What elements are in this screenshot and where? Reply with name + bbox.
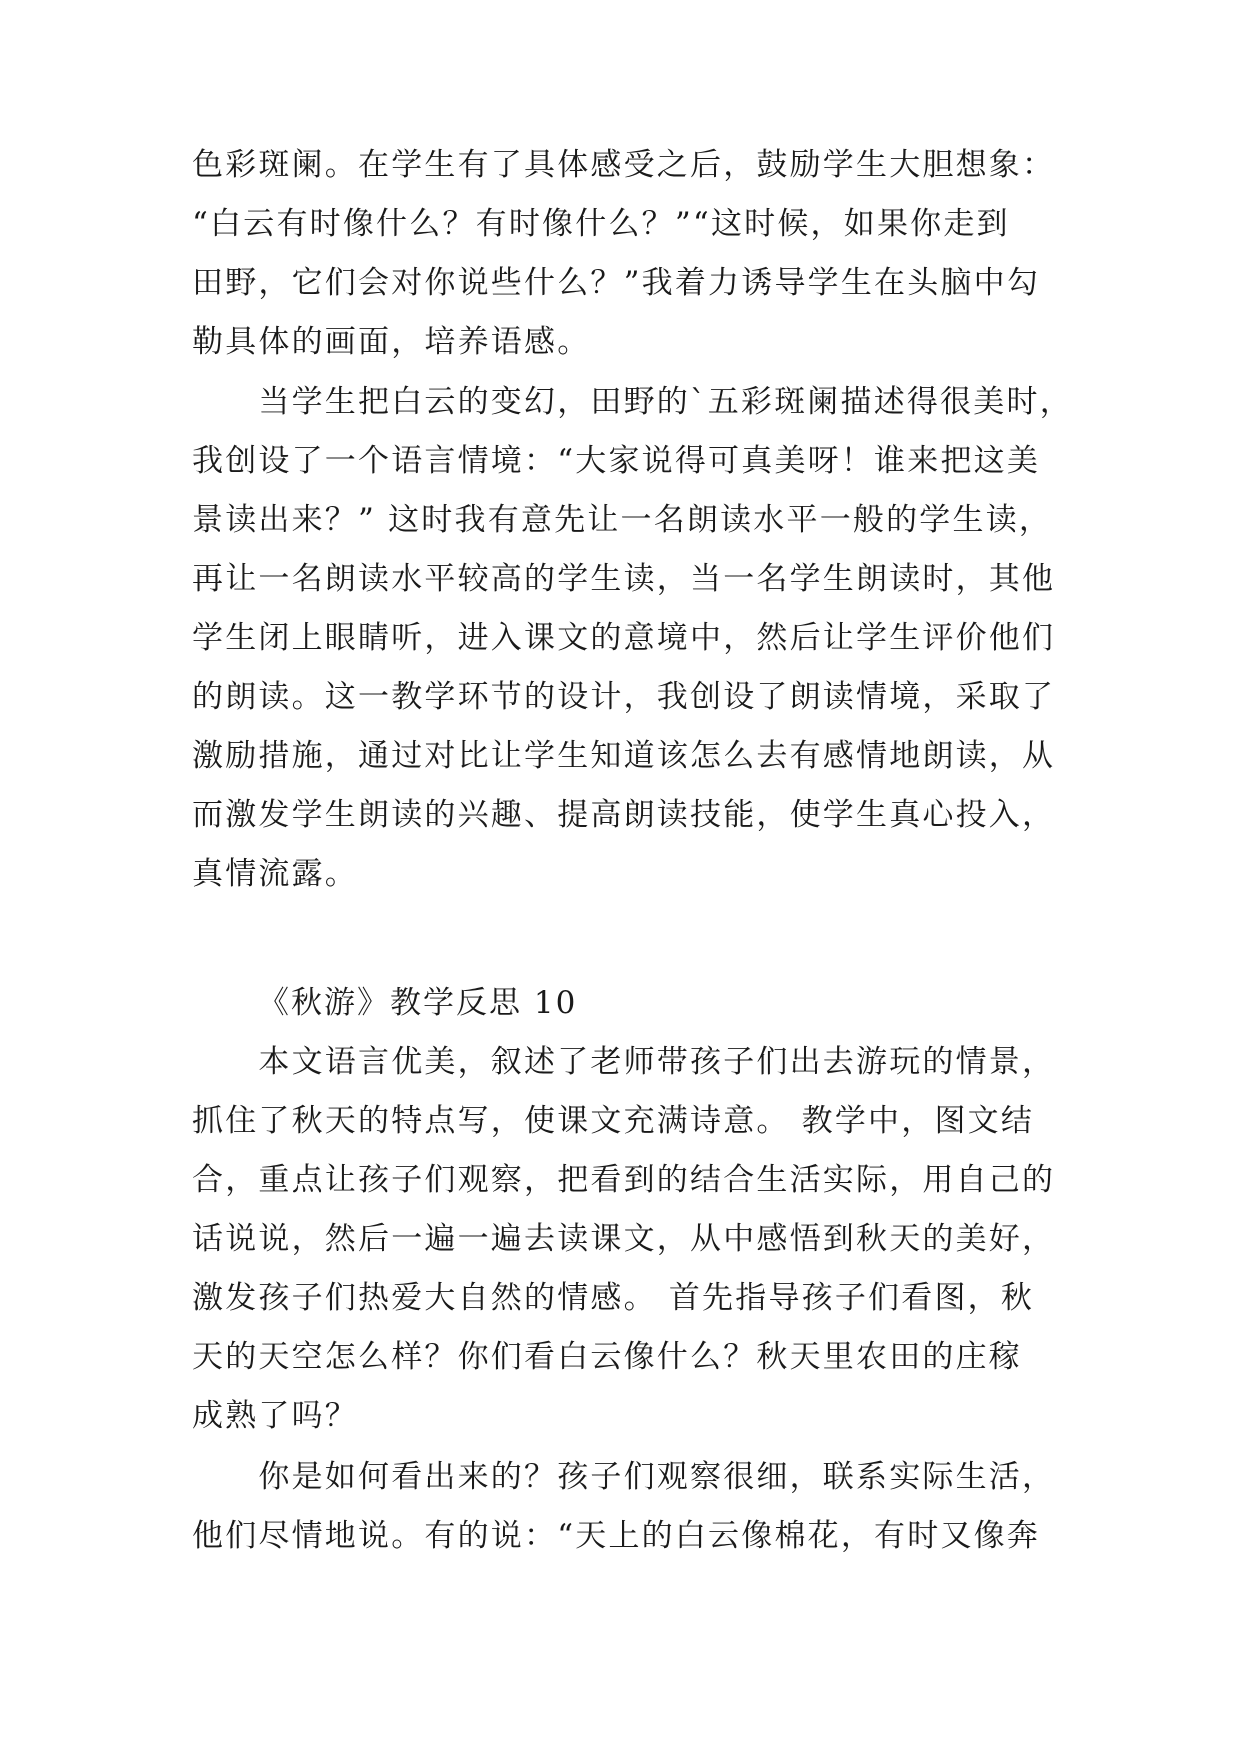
- text-line: “白云有时像什么？有时像什么？”“这时候，如果你走到: [192, 206, 1010, 242]
- text-line: 而激发学生朗读的兴趣、提高朗读技能，使学生真心投入，: [192, 797, 1056, 833]
- text-line: 色彩斑阑。在学生有了具体感受之后，鼓励学生大胆想象：: [192, 147, 1056, 183]
- text-line: 合，重点让孩子们观察，把看到的结合生活实际，用自己的: [192, 1162, 1056, 1198]
- paragraph-3: [192, 1033, 1056, 1446]
- text-line: 话说说，然后一遍一遍去读课文，从中感悟到秋天的美好，: [192, 1221, 1056, 1257]
- text-line: 的朗读。这一教学环节的设计，我创设了朗读情境，采取了: [192, 679, 1056, 715]
- text-line: 再让一名朗读水平较高的学生读，当一名学生朗读时，其他: [192, 561, 1056, 597]
- text-line: 激发孩子们热爱大自然的情感。 首先指导孩子们看图，秋: [192, 1280, 1035, 1316]
- text-line: 学生闭上眼睛听，进入课文的意境中，然后让学生评价他们: [192, 620, 1056, 656]
- text-line: 成熟了吗？: [192, 1398, 358, 1434]
- text-line: 激励措施，通过对比让学生知道该怎么去有感情地朗读，从: [192, 738, 1056, 774]
- paragraph-1: [192, 136, 1056, 372]
- text-line: 真情流露。: [192, 856, 358, 892]
- section-title: 《秋游》教学反思 10: [258, 985, 578, 1021]
- text-line: 天的天空怎么样？你们看白云像什么？秋天里农田的庄稼: [192, 1339, 1022, 1375]
- text-line: 景读出来？” 这时我有意先让一名朗读水平一般的学生读，: [192, 502, 1053, 538]
- text-line: 田野，它们会对你说些什么？”我着力诱导学生在头脑中勾: [192, 265, 1041, 301]
- text-line: 勒具体的画面，培养语感。: [192, 324, 591, 360]
- text-line: 当学生把白云的变幻，田野的`五彩斑阑描述得很美时，: [192, 384, 1073, 420]
- text-line: 他们尽情地说。有的说：“天上的白云像棉花，有时又像奔: [192, 1518, 1041, 1554]
- text-line: 我创设了一个语言情境：“大家说得可真美呀！谁来把这美: [192, 443, 1041, 479]
- paragraph-2: [192, 373, 1073, 904]
- text-line: 抓住了秋天的特点写，使课文充满诗意。 教学中，图文结: [192, 1103, 1035, 1139]
- paragraph-4: [192, 1448, 1056, 1566]
- text-line: 你是如何看出来的？孩子们观察很细，联系实际生活，: [192, 1459, 1056, 1495]
- text-line: 本文语言优美，叙述了老师带孩子们出去游玩的情景，: [192, 1044, 1056, 1080]
